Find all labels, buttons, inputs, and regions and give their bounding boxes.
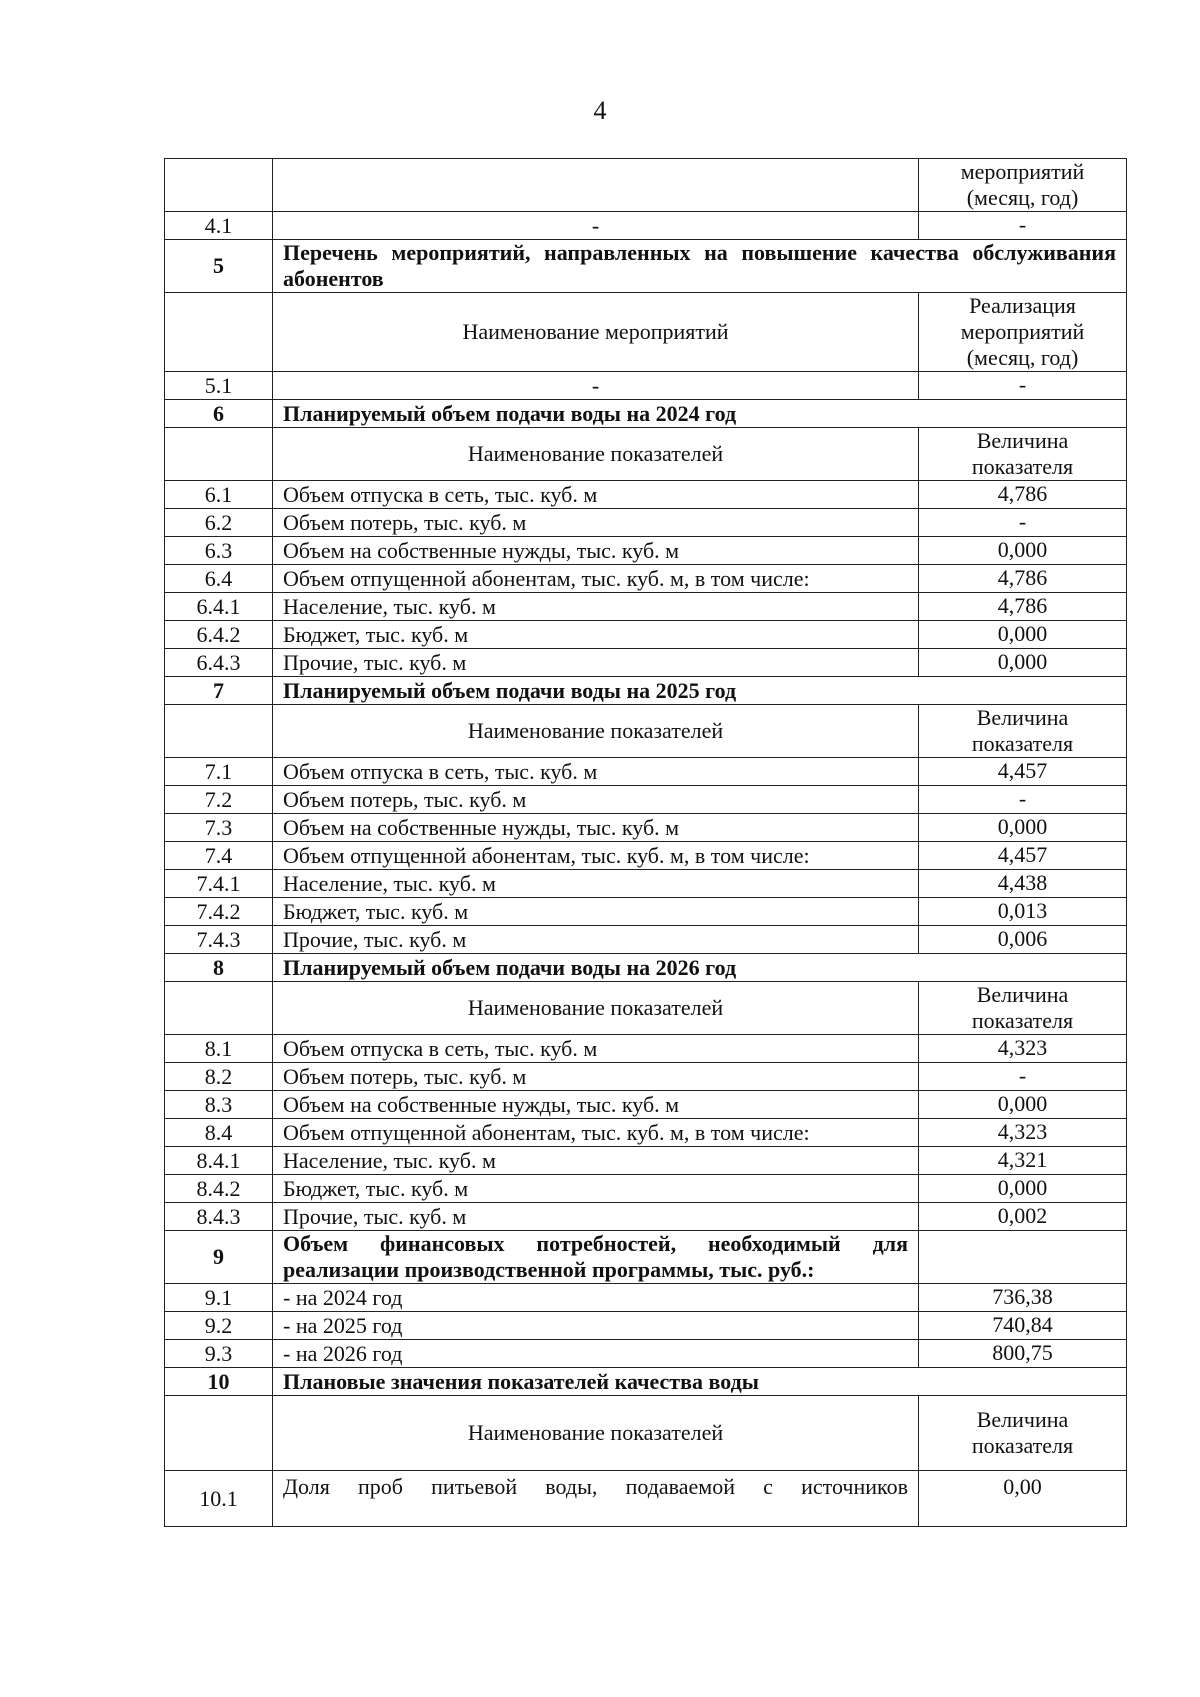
row-number <box>165 1396 273 1471</box>
table-row <box>165 509 1127 537</box>
column-header: Наименование показателей <box>273 1396 919 1471</box>
row-number: 6.2 <box>165 509 273 537</box>
row-number: 8.4 <box>165 1119 273 1147</box>
value-header: Величина показателя <box>919 428 1127 481</box>
row-value: 0,000 <box>919 1091 1127 1119</box>
table-row <box>165 1147 1127 1175</box>
table-row <box>165 428 1127 481</box>
row-number: 7.4.3 <box>165 926 273 954</box>
row-name: Прочие, тыс. куб. м <box>273 926 919 954</box>
row-number: 8.2 <box>165 1063 273 1091</box>
row-name: Бюджет, тыс. куб. м <box>273 621 919 649</box>
value-header: мероприятий (месяц, год) <box>919 159 1127 212</box>
row-number <box>165 705 273 758</box>
table-row <box>165 1119 1127 1147</box>
row-name: Объем отпуска в сеть, тыс. куб. м <box>273 758 919 786</box>
row-name: Объем отпущенной абонентам, тыс. куб. м, в том числе: <box>273 842 919 870</box>
row-value: 800,75 <box>919 1340 1127 1368</box>
row-value: 4,786 <box>919 565 1127 593</box>
row-value: 4,786 <box>919 593 1127 621</box>
table-row <box>165 758 1127 786</box>
table-row <box>165 649 1127 677</box>
table-row <box>165 1396 1127 1471</box>
row-value: - <box>919 509 1127 537</box>
table-row <box>165 1368 1127 1396</box>
row-value: 4,438 <box>919 870 1127 898</box>
table-row <box>165 1063 1127 1091</box>
row-number <box>165 159 273 212</box>
row-value: 0,000 <box>919 649 1127 677</box>
row-name: - на 2026 год <box>273 1340 919 1368</box>
row-number: 9.3 <box>165 1340 273 1368</box>
table-row <box>165 593 1127 621</box>
row-number: 9 <box>165 1231 273 1284</box>
row-number: 4.1 <box>165 212 273 240</box>
table-row <box>165 677 1127 705</box>
row-name: - <box>273 212 919 240</box>
row-number: 7.4.1 <box>165 870 273 898</box>
table-row <box>165 898 1127 926</box>
table-row <box>165 705 1127 758</box>
row-number <box>165 982 273 1035</box>
row-number: 9.1 <box>165 1284 273 1312</box>
row-name: Прочие, тыс. куб. м <box>273 649 919 677</box>
table-row <box>165 212 1127 240</box>
row-value: 0,002 <box>919 1203 1127 1231</box>
row-value: 0,000 <box>919 814 1127 842</box>
section-title: Планируемый объем подачи воды на 2024 год <box>273 400 1127 428</box>
row-number: 8.4.2 <box>165 1175 273 1203</box>
row-name: Население, тыс. куб. м <box>273 870 919 898</box>
row-number: 6.1 <box>165 481 273 509</box>
row-value: 0,013 <box>919 898 1127 926</box>
section-title: Перечень мероприятий, направленных на повышение качества обслуживания абонентов <box>273 240 1127 293</box>
row-number: 5 <box>165 240 273 293</box>
table-row <box>165 1312 1127 1340</box>
row-number: 10.1 <box>165 1471 273 1527</box>
row-name: Объем отпуска в сеть, тыс. куб. м <box>273 1035 919 1063</box>
row-number: 7.3 <box>165 814 273 842</box>
table-row <box>165 1471 1127 1527</box>
value-header: Величина показателя <box>919 705 1127 758</box>
table-row <box>165 842 1127 870</box>
section-title: Плановые значения показателей качества воды <box>273 1368 1127 1396</box>
row-number: 7.2 <box>165 786 273 814</box>
table-row <box>165 1340 1127 1368</box>
row-value: 0,000 <box>919 537 1127 565</box>
table-row <box>165 926 1127 954</box>
production-program-table <box>164 158 1127 1527</box>
row-name: Объем потерь, тыс. куб. м <box>273 1063 919 1091</box>
row-value: 0,006 <box>919 926 1127 954</box>
row-number: 8.3 <box>165 1091 273 1119</box>
row-name: Объем отпущенной абонентам, тыс. куб. м, в том числе: <box>273 565 919 593</box>
row-number: 5.1 <box>165 372 273 400</box>
row-name: - на 2024 год <box>273 1284 919 1312</box>
table-row <box>165 1203 1127 1231</box>
table-row <box>165 1175 1127 1203</box>
table-row <box>165 240 1127 293</box>
row-name: - <box>273 372 919 400</box>
row-name: Население, тыс. куб. м <box>273 593 919 621</box>
row-number <box>165 428 273 481</box>
row-name: Объем на собственные нужды, тыс. куб. м <box>273 1091 919 1119</box>
column-header: Наименование мероприятий <box>273 293 919 372</box>
row-number: 6 <box>165 400 273 428</box>
column-header: Наименование показателей <box>273 428 919 481</box>
row-value: 4,786 <box>919 481 1127 509</box>
row-value: 0,000 <box>919 621 1127 649</box>
table-row <box>165 293 1127 372</box>
column-header: Наименование показателей <box>273 705 919 758</box>
row-name: Объем отпуска в сеть, тыс. куб. м <box>273 481 919 509</box>
page-number: 4 <box>593 96 607 125</box>
row-number: 6.4.3 <box>165 649 273 677</box>
table-row <box>165 814 1127 842</box>
value-header: Величина показателя <box>919 982 1127 1035</box>
row-value: 740,84 <box>919 1312 1127 1340</box>
row-number <box>165 293 273 372</box>
table-row <box>165 982 1127 1035</box>
table-row <box>165 537 1127 565</box>
table-row <box>165 954 1127 982</box>
row-value: 4,323 <box>919 1035 1127 1063</box>
row-name: Население, тыс. куб. м <box>273 1147 919 1175</box>
row-value: - <box>919 372 1127 400</box>
row-number: 8.4.1 <box>165 1147 273 1175</box>
column-header: Наименование показателей <box>273 982 919 1035</box>
row-number: 6.3 <box>165 537 273 565</box>
row-value: 4,323 <box>919 1119 1127 1147</box>
row-value: 4,457 <box>919 758 1127 786</box>
section-title: Планируемый объем подачи воды на 2025 год <box>273 677 1127 705</box>
table-row <box>165 565 1127 593</box>
value-header: Величина показателя <box>919 1396 1127 1471</box>
row-number: 8 <box>165 954 273 982</box>
row-name: Объем на собственные нужды, тыс. куб. м <box>273 814 919 842</box>
value-header: Реализация мероприятий (месяц, год) <box>919 293 1127 372</box>
table-row <box>165 1231 1127 1284</box>
row-number: 7.4 <box>165 842 273 870</box>
row-name: Прочие, тыс. куб. м <box>273 1203 919 1231</box>
row-value: 736,38 <box>919 1284 1127 1312</box>
row-number: 7 <box>165 677 273 705</box>
row-value: 0,000 <box>919 1175 1127 1203</box>
row-name: Бюджет, тыс. куб. м <box>273 898 919 926</box>
row-value: - <box>919 212 1127 240</box>
row-name: - на 2025 год <box>273 1312 919 1340</box>
row-value <box>919 1231 1127 1284</box>
row-name: Доля проб питьевой воды, подаваемой с источников <box>273 1471 919 1527</box>
column-header <box>273 159 919 212</box>
row-number: 8.1 <box>165 1035 273 1063</box>
row-value: 4,457 <box>919 842 1127 870</box>
table-row <box>165 786 1127 814</box>
section-title: Планируемый объем подачи воды на 2026 год <box>273 954 1127 982</box>
row-number: 9.2 <box>165 1312 273 1340</box>
row-name: Объем отпущенной абонентам, тыс. куб. м, в том числе: <box>273 1119 919 1147</box>
row-value: 4,321 <box>919 1147 1127 1175</box>
row-name: Объем потерь, тыс. куб. м <box>273 786 919 814</box>
row-number: 7.4.2 <box>165 898 273 926</box>
row-name: Бюджет, тыс. куб. м <box>273 1175 919 1203</box>
row-number: 8.4.3 <box>165 1203 273 1231</box>
table-row <box>165 159 1127 212</box>
table-row <box>165 372 1127 400</box>
table-row <box>165 1035 1127 1063</box>
row-name: Объем потерь, тыс. куб. м <box>273 509 919 537</box>
row-value: - <box>919 786 1127 814</box>
row-number: 10 <box>165 1368 273 1396</box>
row-number: 6.4.1 <box>165 593 273 621</box>
row-value: - <box>919 1063 1127 1091</box>
section-title: Объем финансовых потребностей, необходимый для реализации производственной программы, тыс. руб.: <box>273 1231 919 1284</box>
table-row <box>165 621 1127 649</box>
table-row <box>165 400 1127 428</box>
table-row <box>165 1091 1127 1119</box>
row-value: 0,00 <box>919 1471 1127 1527</box>
table-row <box>165 481 1127 509</box>
table-row <box>165 870 1127 898</box>
row-number: 7.1 <box>165 758 273 786</box>
row-name: Объем на собственные нужды, тыс. куб. м <box>273 537 919 565</box>
row-number: 6.4 <box>165 565 273 593</box>
table-row <box>165 1284 1127 1312</box>
row-number: 6.4.2 <box>165 621 273 649</box>
